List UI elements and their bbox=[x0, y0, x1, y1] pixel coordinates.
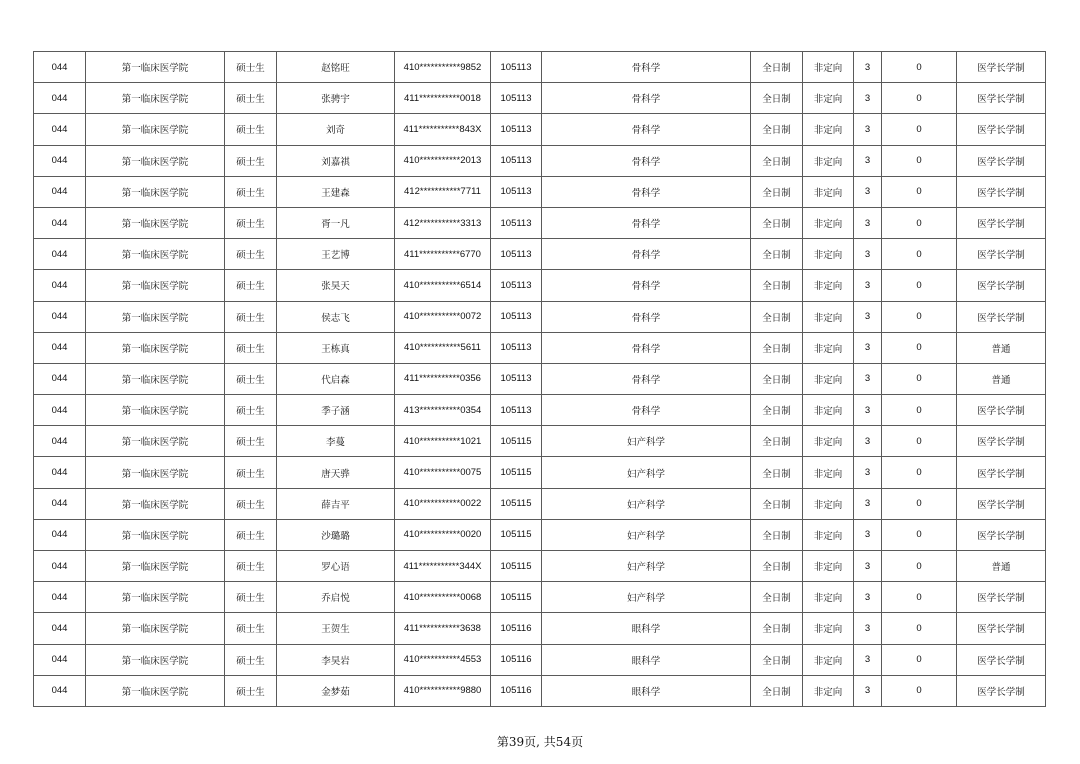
unit-code-cell: 044 bbox=[34, 488, 86, 519]
program-type-cell: 医学长学制 bbox=[957, 457, 1046, 488]
orientation-cell: 非定向 bbox=[803, 270, 854, 301]
table-row bbox=[34, 426, 1046, 457]
unit-code-cell: 044 bbox=[34, 363, 86, 394]
fee-cell: 0 bbox=[882, 395, 957, 426]
college-cell: 第一临床医学院 bbox=[86, 270, 225, 301]
orientation-cell: 非定向 bbox=[803, 145, 854, 176]
major-name-cell: 眼科学 bbox=[542, 675, 751, 706]
degree-level-cell: 硕士生 bbox=[225, 332, 277, 363]
student-name-cell: 乔启悦 bbox=[277, 582, 395, 613]
student-name-cell: 张骋宇 bbox=[277, 83, 395, 114]
college-cell: 第一临床医学院 bbox=[86, 52, 225, 83]
unit-code-cell: 044 bbox=[34, 457, 86, 488]
study-mode-cell: 全日制 bbox=[751, 613, 803, 644]
degree-level-cell: 硕士生 bbox=[225, 457, 277, 488]
id-number-cell: 413***********0354 bbox=[395, 395, 491, 426]
duration-cell: 3 bbox=[854, 644, 882, 675]
major-name-cell: 骨科学 bbox=[542, 52, 751, 83]
table-row bbox=[34, 52, 1046, 83]
unit-code-cell: 044 bbox=[34, 332, 86, 363]
student-name-cell: 侯志飞 bbox=[277, 301, 395, 332]
table-row bbox=[34, 239, 1046, 270]
page-number-footer: 第39页, 共54页 bbox=[496, 735, 584, 749]
orientation-cell: 非定向 bbox=[803, 83, 854, 114]
table-row bbox=[34, 207, 1046, 238]
duration-cell: 3 bbox=[854, 426, 882, 457]
id-number-cell: 411***********3638 bbox=[395, 613, 491, 644]
duration-cell: 3 bbox=[854, 207, 882, 238]
fee-cell: 0 bbox=[882, 582, 957, 613]
program-type-cell: 医学长学制 bbox=[957, 301, 1046, 332]
program-type-cell: 医学长学制 bbox=[957, 395, 1046, 426]
major-code-cell: 105115 bbox=[491, 551, 542, 582]
orientation-cell: 非定向 bbox=[803, 519, 854, 550]
table-row bbox=[34, 332, 1046, 363]
college-cell: 第一临床医学院 bbox=[86, 301, 225, 332]
college-cell: 第一临床医学院 bbox=[86, 457, 225, 488]
duration-cell: 3 bbox=[854, 363, 882, 394]
student-name-cell: 赵铭旺 bbox=[277, 52, 395, 83]
study-mode-cell: 全日制 bbox=[751, 582, 803, 613]
id-number-cell: 410***********0022 bbox=[395, 488, 491, 519]
major-code-cell: 105115 bbox=[491, 519, 542, 550]
unit-code-cell: 044 bbox=[34, 395, 86, 426]
major-code-cell: 105113 bbox=[491, 176, 542, 207]
unit-code-cell: 044 bbox=[34, 644, 86, 675]
program-type-cell: 医学长学制 bbox=[957, 176, 1046, 207]
student-name-cell: 王贺生 bbox=[277, 613, 395, 644]
table-row bbox=[34, 457, 1046, 488]
major-name-cell: 骨科学 bbox=[542, 363, 751, 394]
student-name-cell: 王艺博 bbox=[277, 239, 395, 270]
program-type-cell: 医学长学制 bbox=[957, 114, 1046, 145]
orientation-cell: 非定向 bbox=[803, 363, 854, 394]
degree-level-cell: 硕士生 bbox=[225, 239, 277, 270]
table-row bbox=[34, 145, 1046, 176]
major-name-cell: 骨科学 bbox=[542, 176, 751, 207]
major-code-cell: 105113 bbox=[491, 83, 542, 114]
unit-code-cell: 044 bbox=[34, 613, 86, 644]
student-name-cell: 王建森 bbox=[277, 176, 395, 207]
student-name-cell: 李昊岩 bbox=[277, 644, 395, 675]
id-number-cell: 410***********0075 bbox=[395, 457, 491, 488]
duration-cell: 3 bbox=[854, 301, 882, 332]
college-cell: 第一临床医学院 bbox=[86, 176, 225, 207]
fee-cell: 0 bbox=[882, 551, 957, 582]
table-row bbox=[34, 675, 1046, 706]
degree-level-cell: 硕士生 bbox=[225, 176, 277, 207]
table-row bbox=[34, 301, 1046, 332]
college-cell: 第一临床医学院 bbox=[86, 488, 225, 519]
program-type-cell: 医学长学制 bbox=[957, 145, 1046, 176]
student-name-cell: 唐天骅 bbox=[277, 457, 395, 488]
unit-code-cell: 044 bbox=[34, 270, 86, 301]
student-name-cell: 李蔓 bbox=[277, 426, 395, 457]
program-type-cell: 医学长学制 bbox=[957, 52, 1046, 83]
orientation-cell: 非定向 bbox=[803, 582, 854, 613]
id-number-cell: 410***********0020 bbox=[395, 519, 491, 550]
study-mode-cell: 全日制 bbox=[751, 551, 803, 582]
program-type-cell: 医学长学制 bbox=[957, 488, 1046, 519]
study-mode-cell: 全日制 bbox=[751, 239, 803, 270]
program-type-cell: 医学长学制 bbox=[957, 613, 1046, 644]
unit-code-cell: 044 bbox=[34, 52, 86, 83]
degree-level-cell: 硕士生 bbox=[225, 488, 277, 519]
fee-cell: 0 bbox=[882, 332, 957, 363]
table-row bbox=[34, 114, 1046, 145]
fee-cell: 0 bbox=[882, 613, 957, 644]
college-cell: 第一临床医学院 bbox=[86, 551, 225, 582]
degree-level-cell: 硕士生 bbox=[225, 301, 277, 332]
fee-cell: 0 bbox=[882, 176, 957, 207]
table-row bbox=[34, 270, 1046, 301]
id-number-cell: 410***********2013 bbox=[395, 145, 491, 176]
student-name-cell: 沙璐璐 bbox=[277, 519, 395, 550]
fee-cell: 0 bbox=[882, 114, 957, 145]
id-number-cell: 410***********9852 bbox=[395, 52, 491, 83]
duration-cell: 3 bbox=[854, 52, 882, 83]
degree-level-cell: 硕士生 bbox=[225, 426, 277, 457]
major-code-cell: 105113 bbox=[491, 52, 542, 83]
degree-level-cell: 硕士生 bbox=[225, 519, 277, 550]
college-cell: 第一临床医学院 bbox=[86, 426, 225, 457]
major-name-cell: 妇产科学 bbox=[542, 488, 751, 519]
major-name-cell: 骨科学 bbox=[542, 395, 751, 426]
study-mode-cell: 全日制 bbox=[751, 457, 803, 488]
major-code-cell: 105113 bbox=[491, 239, 542, 270]
major-name-cell: 眼科学 bbox=[542, 613, 751, 644]
college-cell: 第一临床医学院 bbox=[86, 395, 225, 426]
program-type-cell: 医学长学制 bbox=[957, 582, 1046, 613]
duration-cell: 3 bbox=[854, 145, 882, 176]
fee-cell: 0 bbox=[882, 363, 957, 394]
duration-cell: 3 bbox=[854, 270, 882, 301]
major-code-cell: 105115 bbox=[491, 488, 542, 519]
table-row bbox=[34, 582, 1046, 613]
degree-level-cell: 硕士生 bbox=[225, 551, 277, 582]
program-type-cell: 普通 bbox=[957, 332, 1046, 363]
duration-cell: 3 bbox=[854, 176, 882, 207]
student-name-cell: 张昊天 bbox=[277, 270, 395, 301]
major-name-cell: 骨科学 bbox=[542, 270, 751, 301]
id-number-cell: 411***********6770 bbox=[395, 239, 491, 270]
duration-cell: 3 bbox=[854, 613, 882, 644]
id-number-cell: 410***********9880 bbox=[395, 675, 491, 706]
unit-code-cell: 044 bbox=[34, 551, 86, 582]
unit-code-cell: 044 bbox=[34, 426, 86, 457]
table-row bbox=[34, 613, 1046, 644]
id-number-cell: 410***********4553 bbox=[395, 644, 491, 675]
unit-code-cell: 044 bbox=[34, 207, 86, 238]
study-mode-cell: 全日制 bbox=[751, 675, 803, 706]
program-type-cell: 医学长学制 bbox=[957, 207, 1046, 238]
id-number-cell: 410***********0072 bbox=[395, 301, 491, 332]
study-mode-cell: 全日制 bbox=[751, 395, 803, 426]
major-code-cell: 105113 bbox=[491, 145, 542, 176]
orientation-cell: 非定向 bbox=[803, 426, 854, 457]
orientation-cell: 非定向 bbox=[803, 239, 854, 270]
degree-level-cell: 硕士生 bbox=[225, 83, 277, 114]
degree-level-cell: 硕士生 bbox=[225, 52, 277, 83]
college-cell: 第一临床医学院 bbox=[86, 613, 225, 644]
table-row bbox=[34, 488, 1046, 519]
fee-cell: 0 bbox=[882, 675, 957, 706]
major-code-cell: 105113 bbox=[491, 114, 542, 145]
fee-cell: 0 bbox=[882, 644, 957, 675]
major-code-cell: 105113 bbox=[491, 270, 542, 301]
major-code-cell: 105115 bbox=[491, 426, 542, 457]
duration-cell: 3 bbox=[854, 488, 882, 519]
duration-cell: 3 bbox=[854, 83, 882, 114]
degree-level-cell: 硕士生 bbox=[225, 395, 277, 426]
table-row bbox=[34, 395, 1046, 426]
degree-level-cell: 硕士生 bbox=[225, 207, 277, 238]
orientation-cell: 非定向 bbox=[803, 613, 854, 644]
program-type-cell: 普通 bbox=[957, 551, 1046, 582]
degree-level-cell: 硕士生 bbox=[225, 114, 277, 145]
major-code-cell: 105116 bbox=[491, 613, 542, 644]
study-mode-cell: 全日制 bbox=[751, 52, 803, 83]
degree-level-cell: 硕士生 bbox=[225, 644, 277, 675]
orientation-cell: 非定向 bbox=[803, 644, 854, 675]
student-name-cell: 金梦茹 bbox=[277, 675, 395, 706]
roster-body bbox=[34, 52, 1046, 707]
college-cell: 第一临床医学院 bbox=[86, 114, 225, 145]
student-roster-table bbox=[33, 51, 1046, 707]
college-cell: 第一临床医学院 bbox=[86, 83, 225, 114]
study-mode-cell: 全日制 bbox=[751, 426, 803, 457]
unit-code-cell: 044 bbox=[34, 519, 86, 550]
major-name-cell: 骨科学 bbox=[542, 145, 751, 176]
unit-code-cell: 044 bbox=[34, 83, 86, 114]
id-number-cell: 411***********0018 bbox=[395, 83, 491, 114]
major-name-cell: 妇产科学 bbox=[542, 551, 751, 582]
degree-level-cell: 硕士生 bbox=[225, 582, 277, 613]
duration-cell: 3 bbox=[854, 395, 882, 426]
major-name-cell: 骨科学 bbox=[542, 114, 751, 145]
college-cell: 第一临床医学院 bbox=[86, 145, 225, 176]
program-type-cell: 医学长学制 bbox=[957, 519, 1046, 550]
major-code-cell: 105116 bbox=[491, 644, 542, 675]
study-mode-cell: 全日制 bbox=[751, 270, 803, 301]
degree-level-cell: 硕士生 bbox=[225, 270, 277, 301]
table-row bbox=[34, 363, 1046, 394]
program-type-cell: 医学长学制 bbox=[957, 426, 1046, 457]
student-name-cell: 王栋真 bbox=[277, 332, 395, 363]
id-number-cell: 411***********0356 bbox=[395, 363, 491, 394]
table-row bbox=[34, 551, 1046, 582]
program-type-cell: 普通 bbox=[957, 363, 1046, 394]
study-mode-cell: 全日制 bbox=[751, 301, 803, 332]
major-code-cell: 105113 bbox=[491, 395, 542, 426]
degree-level-cell: 硕士生 bbox=[225, 363, 277, 394]
orientation-cell: 非定向 bbox=[803, 675, 854, 706]
major-name-cell: 骨科学 bbox=[542, 83, 751, 114]
duration-cell: 3 bbox=[854, 551, 882, 582]
unit-code-cell: 044 bbox=[34, 301, 86, 332]
degree-level-cell: 硕士生 bbox=[225, 675, 277, 706]
study-mode-cell: 全日制 bbox=[751, 145, 803, 176]
major-name-cell: 骨科学 bbox=[542, 301, 751, 332]
fee-cell: 0 bbox=[882, 301, 957, 332]
fee-cell: 0 bbox=[882, 239, 957, 270]
orientation-cell: 非定向 bbox=[803, 52, 854, 83]
study-mode-cell: 全日制 bbox=[751, 519, 803, 550]
id-number-cell: 410***********6514 bbox=[395, 270, 491, 301]
college-cell: 第一临床医学院 bbox=[86, 675, 225, 706]
college-cell: 第一临床医学院 bbox=[86, 644, 225, 675]
major-name-cell: 妇产科学 bbox=[542, 426, 751, 457]
major-name-cell: 妇产科学 bbox=[542, 457, 751, 488]
fee-cell: 0 bbox=[882, 83, 957, 114]
fee-cell: 0 bbox=[882, 52, 957, 83]
study-mode-cell: 全日制 bbox=[751, 488, 803, 519]
orientation-cell: 非定向 bbox=[803, 457, 854, 488]
duration-cell: 3 bbox=[854, 332, 882, 363]
major-name-cell: 骨科学 bbox=[542, 207, 751, 238]
duration-cell: 3 bbox=[854, 519, 882, 550]
student-name-cell: 刘奇 bbox=[277, 114, 395, 145]
id-number-cell: 410***********1021 bbox=[395, 426, 491, 457]
unit-code-cell: 044 bbox=[34, 145, 86, 176]
orientation-cell: 非定向 bbox=[803, 488, 854, 519]
table-row bbox=[34, 644, 1046, 675]
orientation-cell: 非定向 bbox=[803, 176, 854, 207]
study-mode-cell: 全日制 bbox=[751, 332, 803, 363]
table-row bbox=[34, 83, 1046, 114]
unit-code-cell: 044 bbox=[34, 582, 86, 613]
unit-code-cell: 044 bbox=[34, 675, 86, 706]
major-code-cell: 105113 bbox=[491, 332, 542, 363]
degree-level-cell: 硕士生 bbox=[225, 613, 277, 644]
major-name-cell: 骨科学 bbox=[542, 239, 751, 270]
major-code-cell: 105113 bbox=[491, 301, 542, 332]
major-code-cell: 105113 bbox=[491, 363, 542, 394]
id-number-cell: 410***********0068 bbox=[395, 582, 491, 613]
orientation-cell: 非定向 bbox=[803, 551, 854, 582]
major-name-cell: 骨科学 bbox=[542, 332, 751, 363]
study-mode-cell: 全日制 bbox=[751, 363, 803, 394]
program-type-cell: 医学长学制 bbox=[957, 83, 1046, 114]
orientation-cell: 非定向 bbox=[803, 395, 854, 426]
fee-cell: 0 bbox=[882, 519, 957, 550]
major-code-cell: 105115 bbox=[491, 457, 542, 488]
program-type-cell: 医学长学制 bbox=[957, 239, 1046, 270]
college-cell: 第一临床医学院 bbox=[86, 207, 225, 238]
id-number-cell: 412***********3313 bbox=[395, 207, 491, 238]
degree-level-cell: 硕士生 bbox=[225, 145, 277, 176]
duration-cell: 3 bbox=[854, 582, 882, 613]
major-name-cell: 眼科学 bbox=[542, 644, 751, 675]
fee-cell: 0 bbox=[882, 270, 957, 301]
study-mode-cell: 全日制 bbox=[751, 207, 803, 238]
orientation-cell: 非定向 bbox=[803, 301, 854, 332]
study-mode-cell: 全日制 bbox=[751, 644, 803, 675]
fee-cell: 0 bbox=[882, 457, 957, 488]
major-name-cell: 妇产科学 bbox=[542, 519, 751, 550]
major-code-cell: 105115 bbox=[491, 582, 542, 613]
student-name-cell: 刘嘉祺 bbox=[277, 145, 395, 176]
program-type-cell: 医学长学制 bbox=[957, 644, 1046, 675]
id-number-cell: 411***********344X bbox=[395, 551, 491, 582]
major-name-cell: 妇产科学 bbox=[542, 582, 751, 613]
id-number-cell: 410***********5611 bbox=[395, 332, 491, 363]
orientation-cell: 非定向 bbox=[803, 207, 854, 238]
study-mode-cell: 全日制 bbox=[751, 114, 803, 145]
fee-cell: 0 bbox=[882, 488, 957, 519]
table-row bbox=[34, 176, 1046, 207]
student-name-cell: 胥一凡 bbox=[277, 207, 395, 238]
student-name-cell: 薛吉平 bbox=[277, 488, 395, 519]
student-name-cell: 代启森 bbox=[277, 363, 395, 394]
duration-cell: 3 bbox=[854, 675, 882, 706]
orientation-cell: 非定向 bbox=[803, 114, 854, 145]
student-name-cell: 季子涵 bbox=[277, 395, 395, 426]
table-row bbox=[34, 519, 1046, 550]
college-cell: 第一临床医学院 bbox=[86, 582, 225, 613]
id-number-cell: 412***********7711 bbox=[395, 176, 491, 207]
college-cell: 第一临床医学院 bbox=[86, 363, 225, 394]
student-name-cell: 罗心语 bbox=[277, 551, 395, 582]
college-cell: 第一临床医学院 bbox=[86, 519, 225, 550]
college-cell: 第一临床医学院 bbox=[86, 332, 225, 363]
college-cell: 第一临床医学院 bbox=[86, 239, 225, 270]
unit-code-cell: 044 bbox=[34, 114, 86, 145]
duration-cell: 3 bbox=[854, 114, 882, 145]
fee-cell: 0 bbox=[882, 426, 957, 457]
study-mode-cell: 全日制 bbox=[751, 83, 803, 114]
orientation-cell: 非定向 bbox=[803, 332, 854, 363]
study-mode-cell: 全日制 bbox=[751, 176, 803, 207]
fee-cell: 0 bbox=[882, 207, 957, 238]
program-type-cell: 医学长学制 bbox=[957, 675, 1046, 706]
fee-cell: 0 bbox=[882, 145, 957, 176]
id-number-cell: 411***********843X bbox=[395, 114, 491, 145]
duration-cell: 3 bbox=[854, 457, 882, 488]
duration-cell: 3 bbox=[854, 239, 882, 270]
unit-code-cell: 044 bbox=[34, 176, 86, 207]
major-code-cell: 105116 bbox=[491, 675, 542, 706]
unit-code-cell: 044 bbox=[34, 239, 86, 270]
program-type-cell: 医学长学制 bbox=[957, 270, 1046, 301]
major-code-cell: 105113 bbox=[491, 207, 542, 238]
